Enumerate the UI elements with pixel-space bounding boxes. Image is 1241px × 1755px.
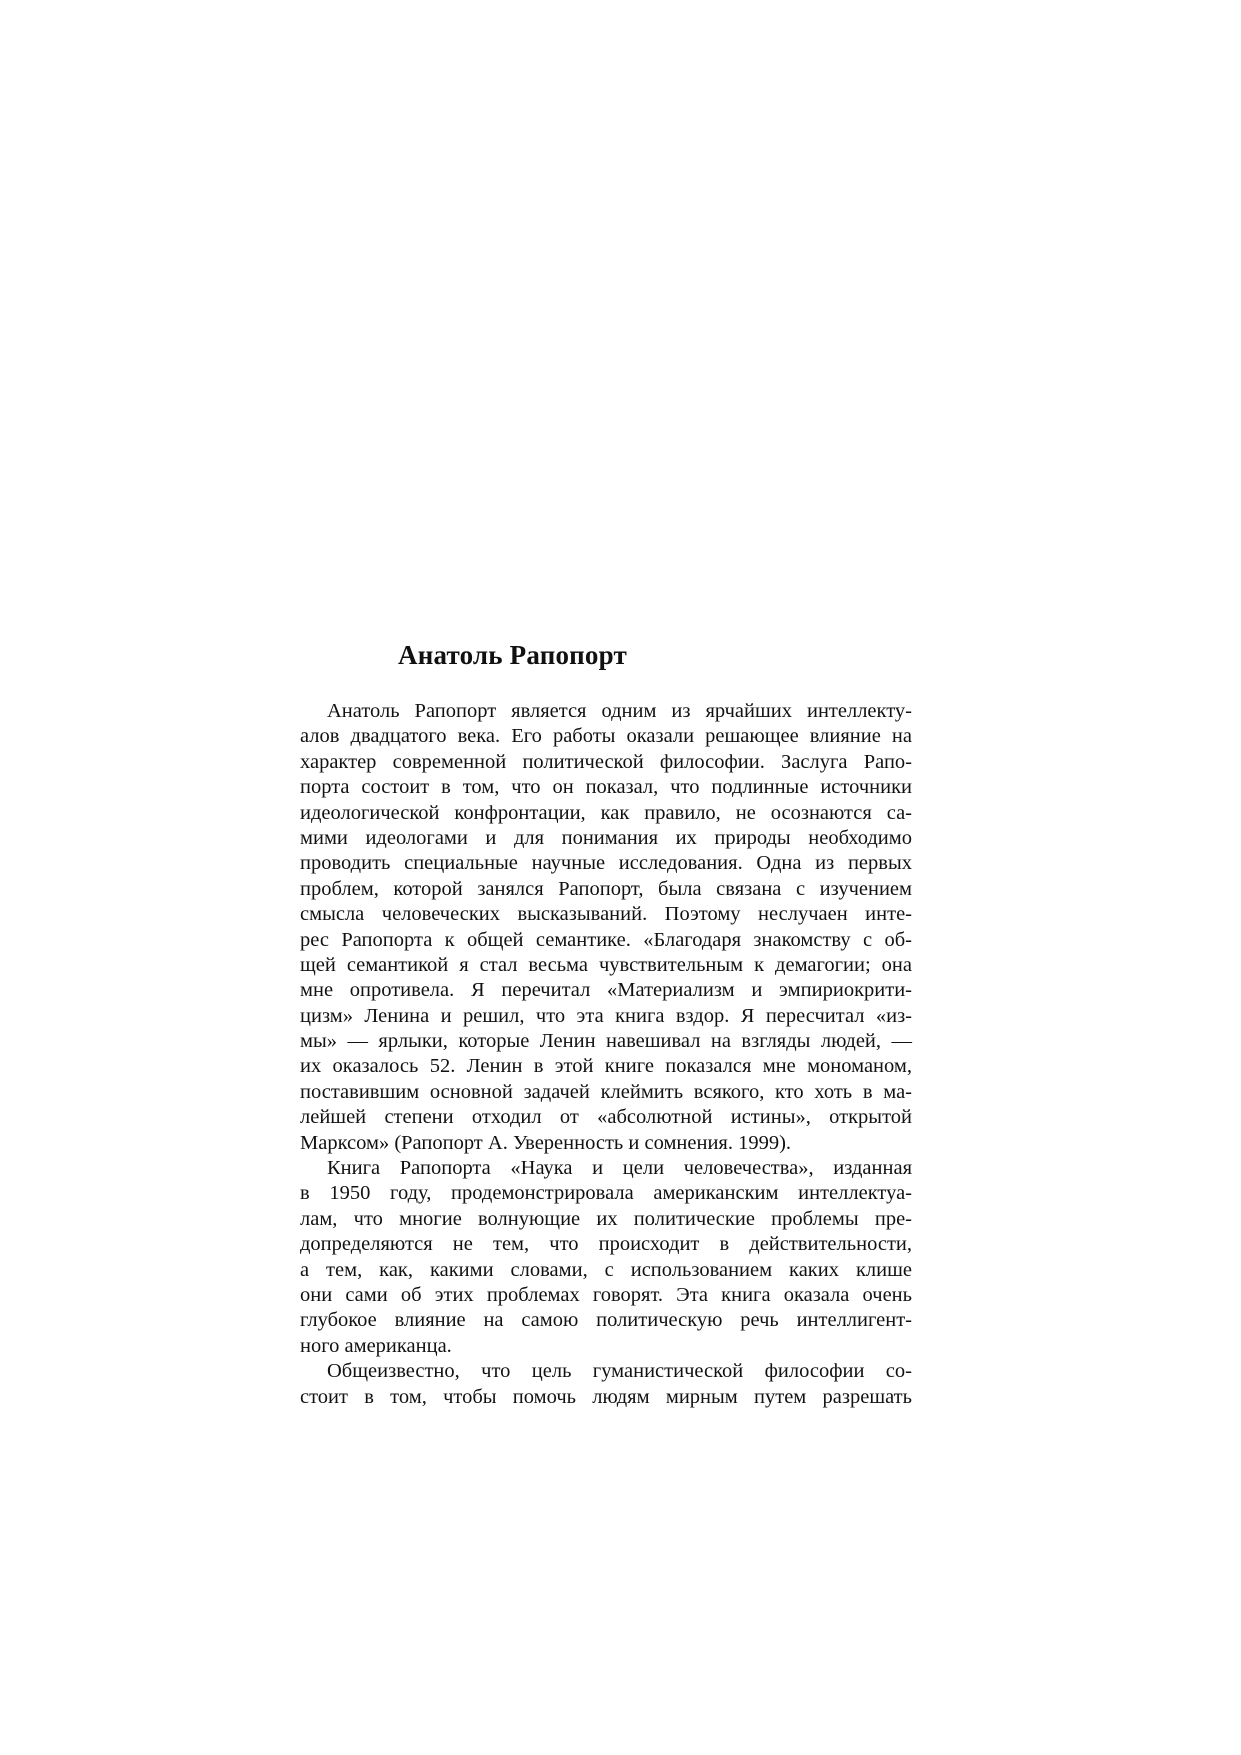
text-line: щей семантикой я стал весьма чувствительным к демагогии; она [300,953,912,976]
text-line: поставившим основной задачей клеймить всякого, кто хоть в ма- [300,1080,912,1103]
text-line: алов двадцатого века. Его работы оказали решающее влияние на [300,725,912,748]
text-line: Марксом» (Рапопорт А. Уверенность и сомнения. 1999). [300,1131,792,1154]
body-text [300,699,912,1410]
text-line: а тем, как, какими словами, с использованием каких клише [300,1258,912,1281]
text-line: мы» — ярлыки, которые Ленин навешивал на взгляды людей, — [300,1030,912,1053]
text-line: стоит в том, чтобы помочь людям мирным путем разрешать [300,1385,912,1408]
text-line: идеологической конфронтации, как правило, не осознаются са- [300,801,912,824]
text-line: допределяются не тем, что происходит в действительности, [300,1233,912,1256]
chapter-title: Анатоль Рапопорт [398,640,627,670]
text-line: порта состоит в том, что он показал, что подлинные источники [300,776,912,799]
text-line: в 1950 году, продемонстрировала американским интеллектуа- [300,1182,912,1205]
text-line: мими идеологами и для понимания их природы необходимо [300,826,912,849]
text-line: проводить специальные научные исследования. Одна из первых [300,852,912,875]
text-line: характер современной политической философии. Заслуга Рапо- [300,750,912,773]
text-line: Анатоль Рапопорт является одним из ярчайших интеллекту- [327,700,912,722]
text-line: мне опротивела. Я перечитал «Материализм и эмпириокрити- [300,979,912,1002]
text-line: рес Рапопорта к общей семантике. «Благодаря знакомству с об- [300,928,912,951]
text-line: проблем, которой занялся Рапопорт, была связана с изучением [300,877,912,900]
text-line: цизм» Ленина и решил, что эта книга вздор. Я пересчитал «из- [300,1004,912,1027]
text-line: лейшей степени отходил от «абсолютной истины», открытой [300,1106,912,1129]
text-line: смысла человеческих высказываний. Поэтому неслучаен инте- [300,903,912,926]
text-line: Общеизвестно, что цель гуманистической философии со- [327,1360,912,1383]
text-line: лам, что многие волнующие их политические проблемы пре- [300,1207,912,1230]
text-line: их оказалось 52. Ленин в этой книге показался мне мономаном, [300,1055,912,1078]
text-line: ного американца. [300,1334,452,1357]
text-line: Книга Рапопорта «Наука и цели человечества», изданная [327,1157,912,1180]
text-line: они сами об этих проблемах говорят. Эта книга оказала очень [300,1283,912,1306]
text-line: глубокое влияние на самою политическую речь интеллигент- [300,1309,912,1332]
